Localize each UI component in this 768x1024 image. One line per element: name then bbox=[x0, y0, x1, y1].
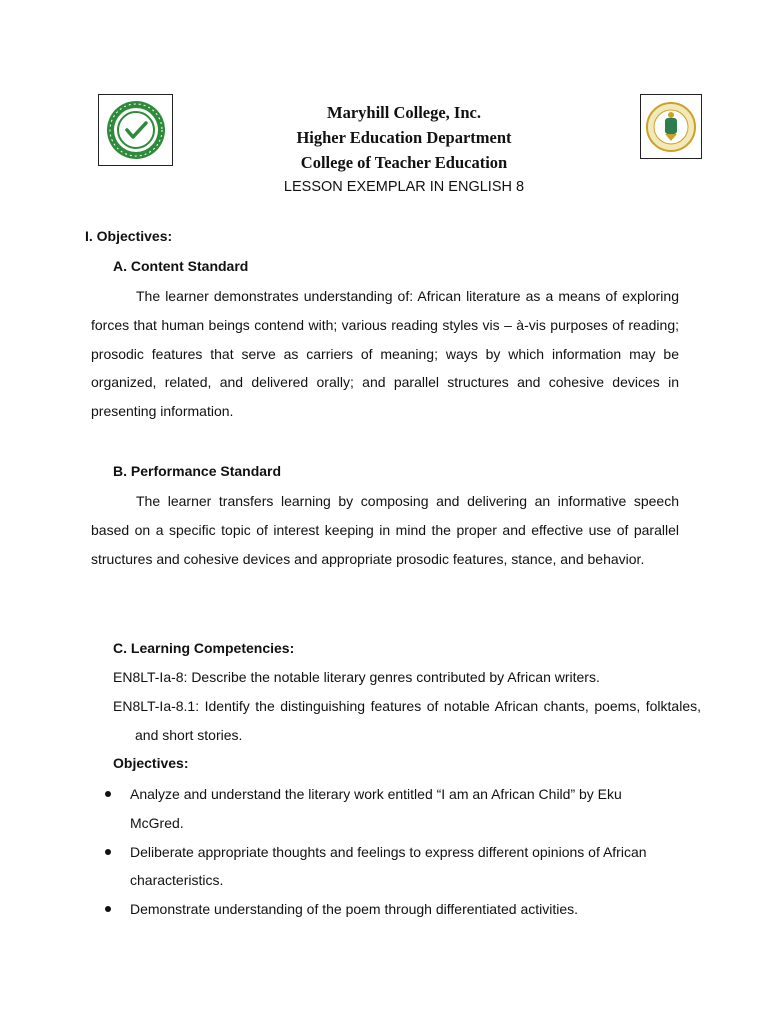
content-standard-heading: A. Content Standard bbox=[113, 258, 249, 274]
objectives-list bbox=[105, 780, 677, 924]
list-item bbox=[105, 838, 677, 896]
performance-standard-heading: B. Performance Standard bbox=[113, 463, 282, 479]
competency-item: EN8LT-Ia-8: Describe the notable literary genres contributed by African writers. bbox=[113, 669, 600, 685]
bullet-icon bbox=[105, 906, 111, 912]
exemplar-title: LESSON EXEMPLAR IN ENGLISH 8 bbox=[283, 179, 525, 195]
maryhill-college-seal bbox=[98, 94, 173, 166]
performance-standard-text: The learner transfers learning by composing and delivering an informative speech based on a specific topic of interest keeping in mind the proper and effective use of parallel structures and cohesive devices and appropriate prosodic features, stance, and behavior. bbox=[91, 493, 679, 567]
bullet-icon bbox=[105, 791, 111, 797]
college-name: Maryhill College, Inc. bbox=[327, 103, 481, 122]
bullet-icon bbox=[105, 849, 111, 855]
objectives-heading: I. Objectives: bbox=[85, 228, 173, 244]
objective-text: Deliberate appropriate thoughts and feelings to express different opinions of African characteristics. bbox=[130, 843, 647, 889]
school-name: College of Teacher Education bbox=[300, 153, 508, 172]
objective-text: Analyze and understand the literary work entitled “I am an African Child” by Eku McGred. bbox=[130, 786, 622, 831]
document-header bbox=[200, 100, 608, 200]
college-seal-icon bbox=[105, 99, 167, 161]
learning-competencies-heading: C. Learning Competencies: bbox=[113, 640, 295, 656]
objective-text: Demonstrate understanding of the poem through differentiated activities. bbox=[130, 901, 579, 918]
competency-item: EN8LT-Ia-8.1: Identify the distinguishing features of notable African chants, poems, folktales, and short stories. bbox=[113, 698, 701, 743]
content-standard-text: The learner demonstrates understanding of: African literature as a means of exploring forces that human beings contend with; various reading styles vis – à-vis purposes of reading; prosodic features that serve as carriers of meaning; ways by which information may be organized, related, and delivered orally; and parallel structures and cohesive devices in presenting information. bbox=[91, 288, 679, 420]
education-seal-icon bbox=[645, 101, 697, 153]
list-item bbox=[105, 895, 677, 924]
sub-objectives-heading: Objectives: bbox=[113, 755, 189, 771]
department-name: Higher Education Department bbox=[296, 128, 512, 147]
teacher-education-seal bbox=[640, 94, 702, 159]
list-item bbox=[105, 780, 677, 838]
